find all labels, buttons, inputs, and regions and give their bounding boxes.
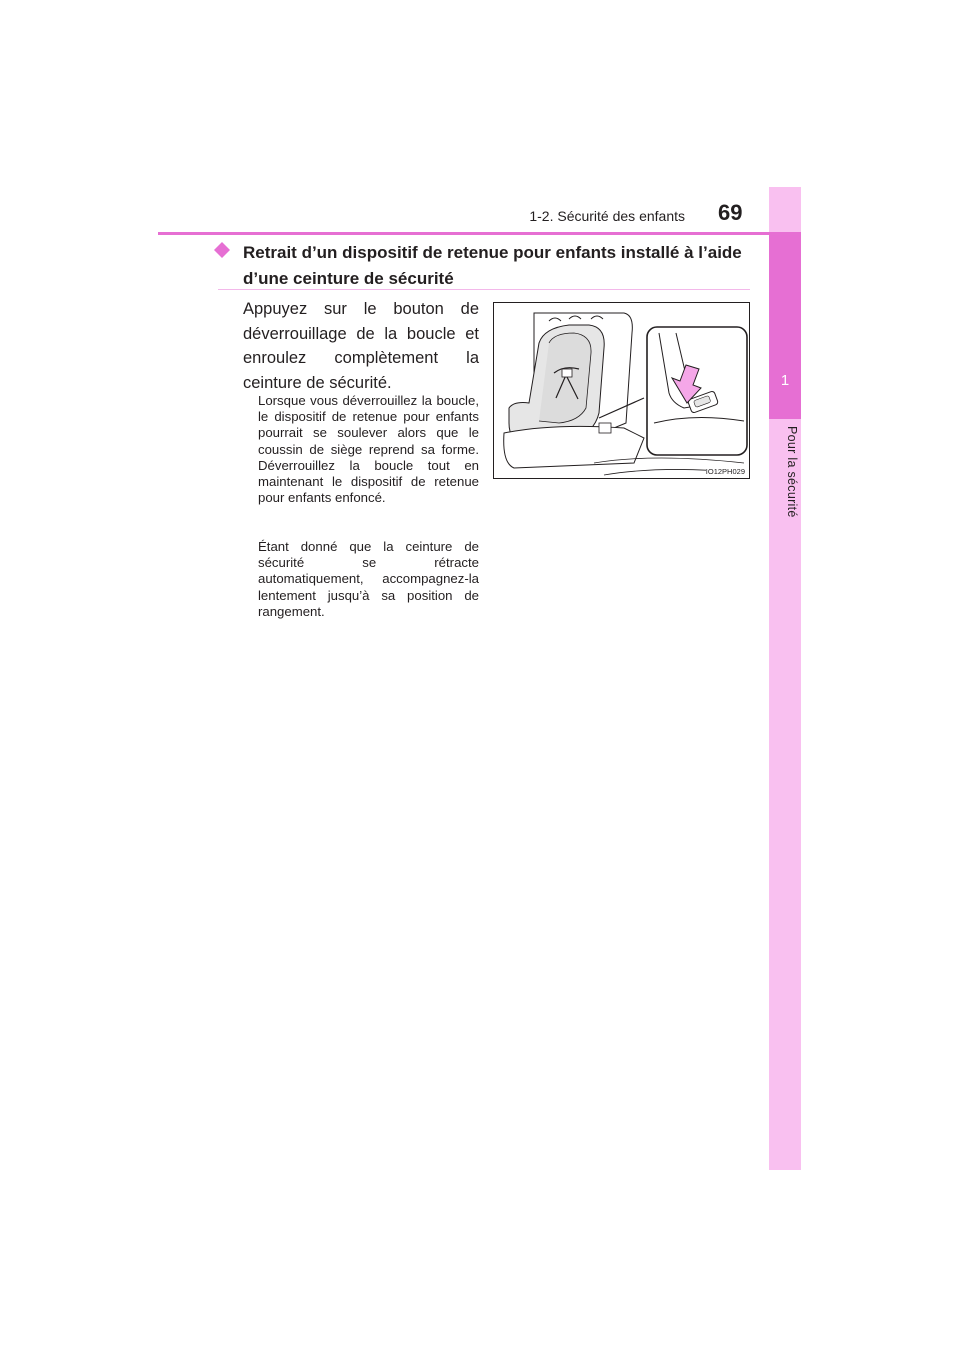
- section-heading-text: Retrait d’un dispositif de retenue pour enfants installé à l’aide d’une ceinture de sécurité: [243, 243, 742, 288]
- figure-code: IO12PH029: [705, 467, 745, 476]
- chapter-number: 1: [780, 372, 790, 389]
- section-heading: [218, 240, 750, 292]
- chapter-title: Pour la sécurité: [785, 426, 799, 518]
- note-paragraph-2: Étant donné que la ceinture de sécurité se rétracte automatiquement, accompagnez-la lentement jusqu’à sa position de rangement.: [258, 539, 479, 619]
- page-number: 69: [718, 200, 743, 225]
- section-reference: 1-2. Sécurité des enfants: [529, 208, 685, 224]
- diamond-bullet-icon: [214, 242, 230, 258]
- note-paragraph-1: Lorsque vous déverrouillez la boucle, le dispositif de retenue pour enfants pourrait se soulever alors que le coussin de siège reprend sa forme. Déverrouillez la boucle tout en maintenant le dispositif de retenue pour enfants enfoncé.: [258, 393, 479, 506]
- seat-belt-illustration: [493, 302, 750, 479]
- instruction-text: Appuyez sur le bouton de déverrouillage de la boucle et enroulez complètement la ceinture de sécurité.: [243, 300, 479, 392]
- heading-rule: [218, 289, 750, 290]
- side-tab-active-chapter: [769, 235, 801, 419]
- child-seat-drawing: [494, 303, 749, 478]
- header-rule: [158, 232, 801, 235]
